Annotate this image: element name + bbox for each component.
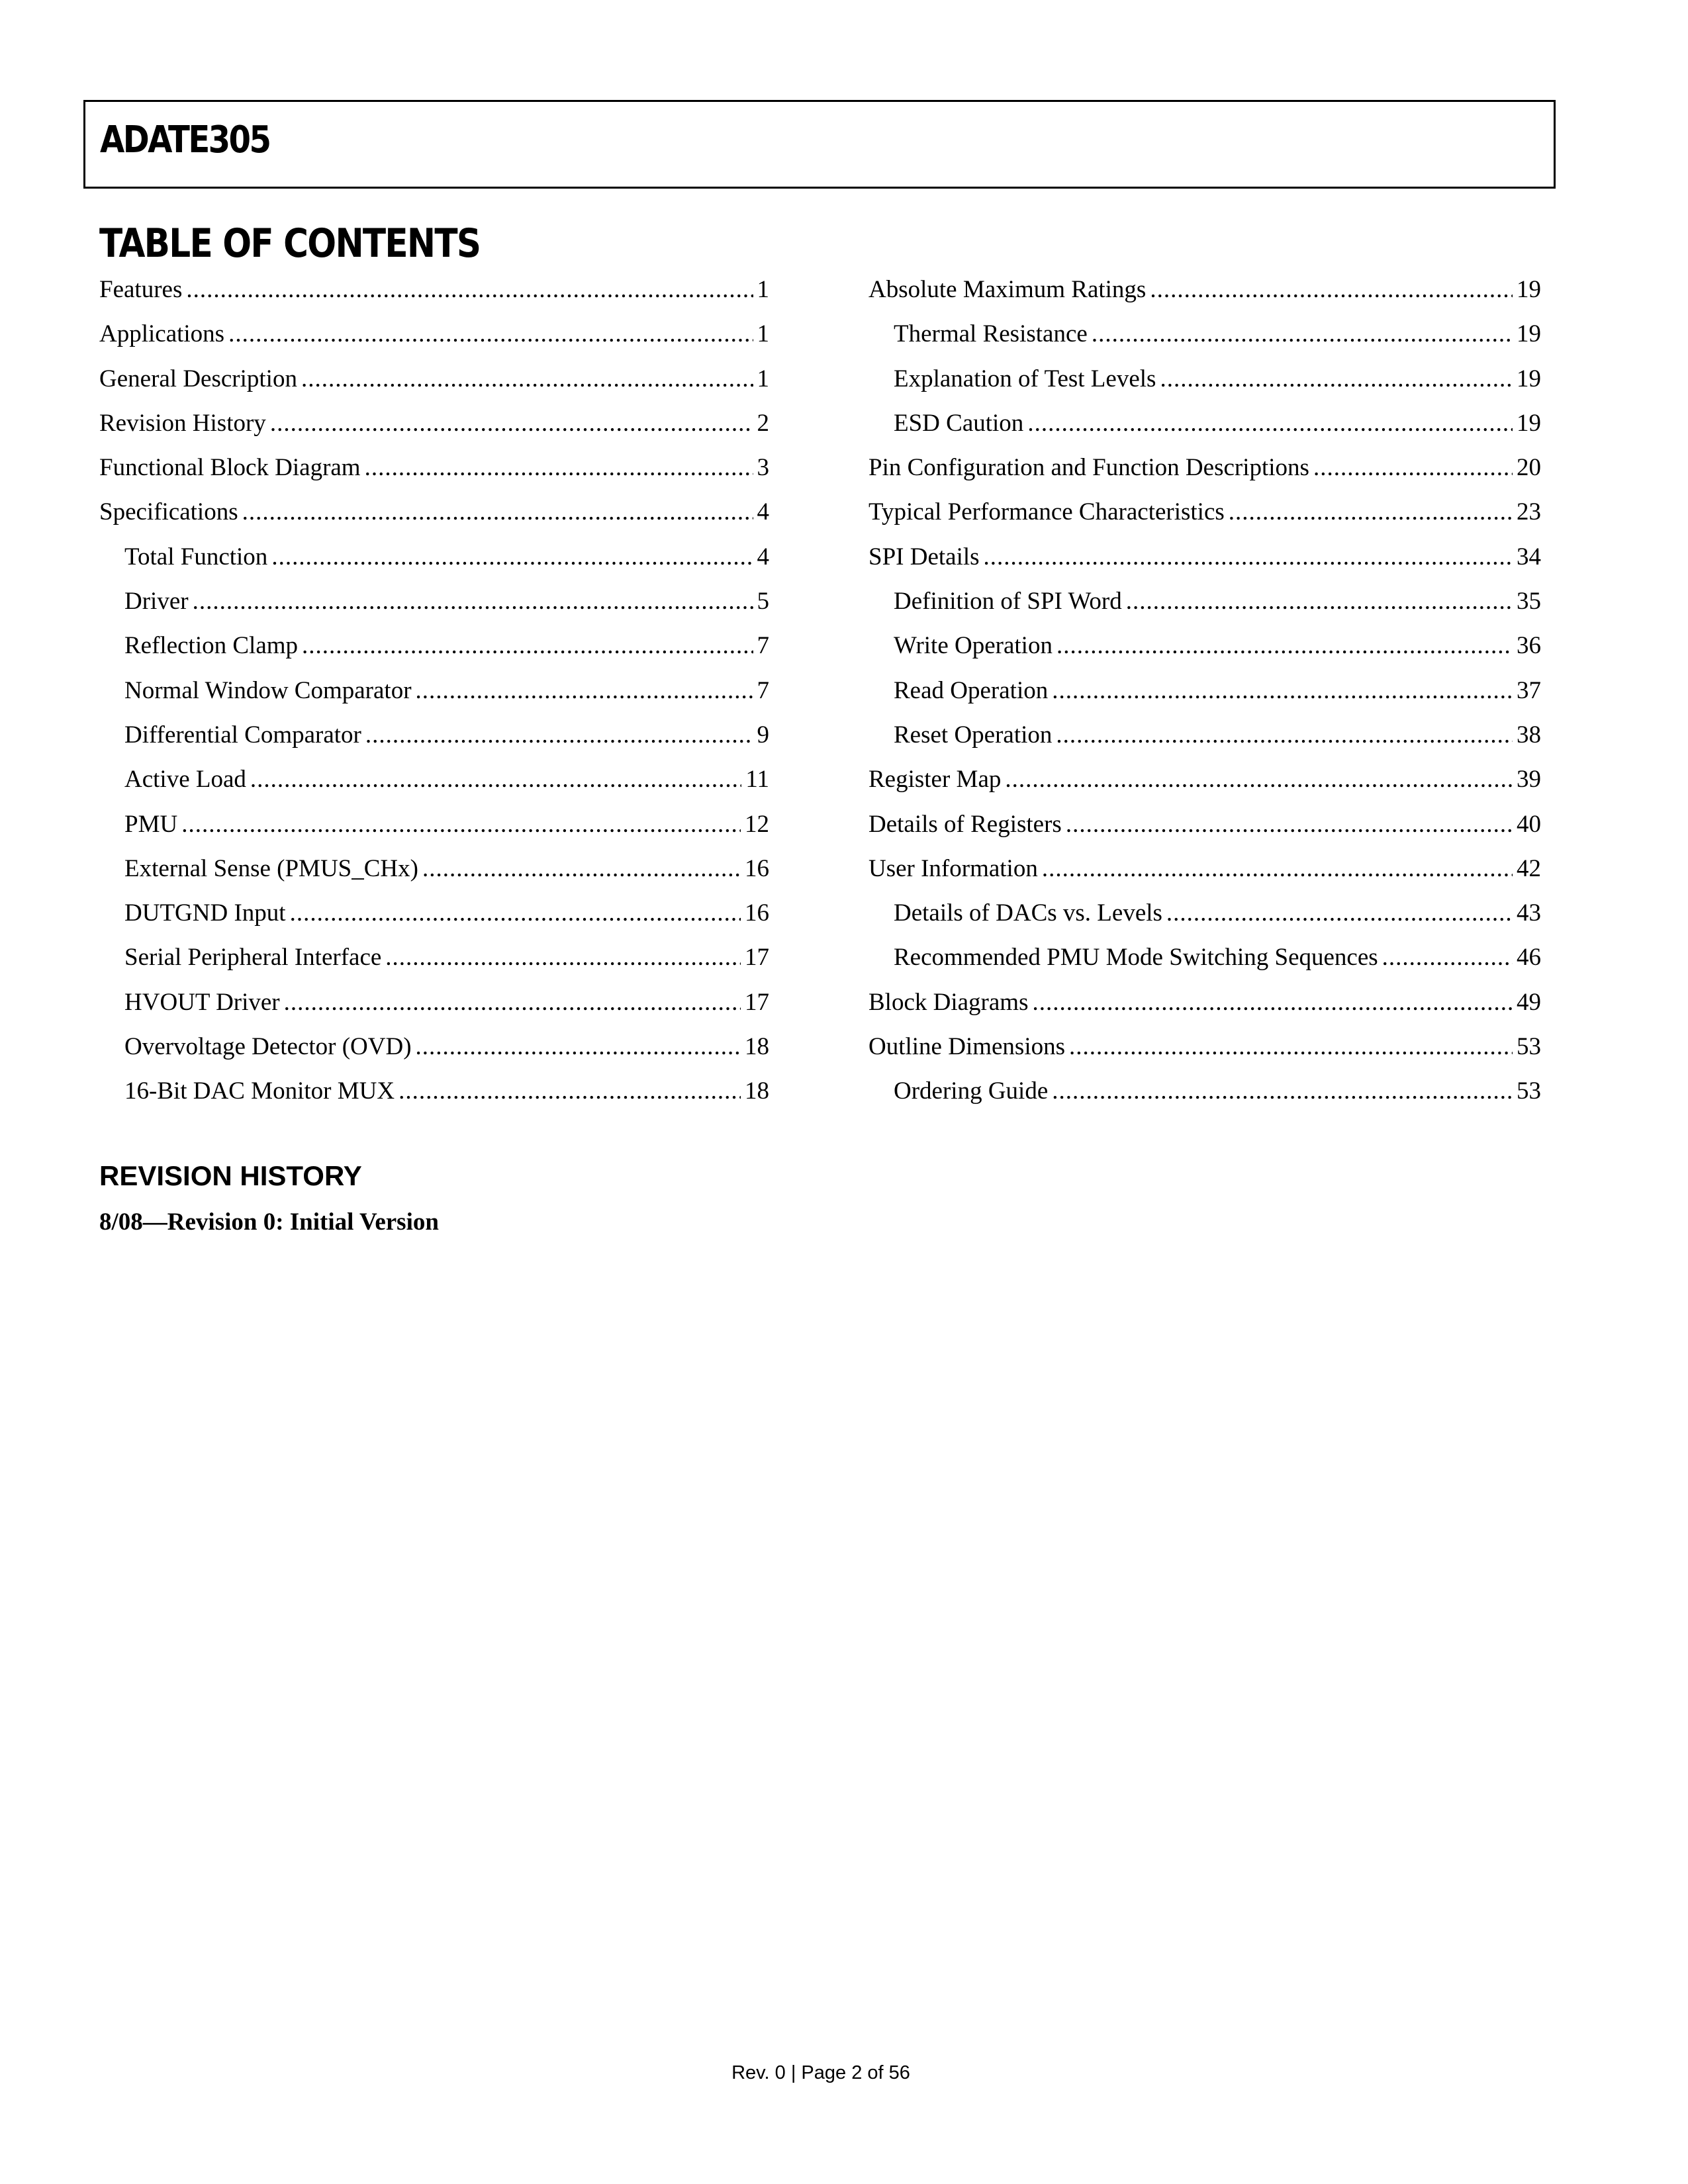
toc-dot-leader	[301, 361, 753, 398]
header-box	[83, 100, 1556, 189]
toc-dot-leader	[416, 672, 753, 709]
toc-entry-page: 43	[1517, 899, 1541, 927]
toc-entry-label: Block Diagrams	[868, 988, 1029, 1016]
toc-dot-leader	[271, 539, 753, 576]
toc-entry-read-operation[interactable]	[868, 672, 1541, 717]
toc-entry-differential-comparator[interactable]	[99, 717, 769, 761]
toc-dot-leader	[422, 850, 741, 887]
toc-entry-explanation-of-test-levels[interactable]	[868, 361, 1541, 405]
toc-entry-label: ESD Caution	[894, 409, 1024, 437]
toc-entry-details-of-dacs-vs-levels[interactable]	[868, 895, 1541, 939]
toc-entry-label: PMU	[124, 810, 178, 838]
toc-entry-label: External Sense (PMUS_CHx)	[124, 854, 418, 882]
toc-entry-label: Reflection Clamp	[124, 632, 299, 660]
toc-entry-label: Revision History	[99, 409, 266, 437]
toc-entry-user-information[interactable]	[868, 850, 1541, 895]
toc-dot-leader	[228, 316, 753, 353]
toc-entry-label: SPI Details	[868, 543, 980, 570]
toc-entry-label: Typical Performance Characteristics	[868, 498, 1225, 526]
toc-entry-label: Driver	[124, 588, 189, 615]
toc-dot-leader	[1166, 895, 1513, 932]
toc-dot-leader	[1052, 1073, 1513, 1110]
toc-dot-leader	[1005, 761, 1513, 798]
toc-dot-leader	[984, 539, 1513, 576]
toc-entry-normal-window-comparator[interactable]	[99, 672, 769, 717]
toc-dot-leader	[181, 806, 741, 843]
toc-entry-label: Features	[99, 276, 183, 303]
toc-entry-page: 18	[745, 1077, 769, 1105]
toc-entry-page: 4	[757, 498, 769, 526]
toc-entry-label: Pin Configuration and Function Descriptions	[868, 454, 1309, 482]
toc-entry-reset-operation[interactable]	[868, 717, 1541, 761]
toc-dot-leader	[399, 1073, 741, 1110]
toc-dot-leader	[270, 405, 753, 442]
toc-entry-label: Serial Peripheral Interface	[124, 944, 382, 972]
toc-entry-label: Overvoltage Detector (OVD)	[124, 1033, 412, 1061]
toc-entry-label: Explanation of Test Levels	[894, 365, 1156, 392]
toc-entry-label: 16-Bit DAC Monitor MUX	[124, 1077, 395, 1105]
toc-entry-page: 7	[757, 676, 769, 704]
toc-dot-leader	[1313, 449, 1513, 486]
toc-title: TABLE OF CONTENTS	[99, 220, 481, 267]
toc-dot-leader	[250, 761, 741, 798]
toc-entry-external-sense-pmus-chx[interactable]	[99, 850, 769, 895]
toc-entry-label: User Information	[868, 854, 1038, 882]
page-footer: Rev. 0 | Page 2 of 56	[731, 2062, 910, 2083]
toc-entry-page: 39	[1517, 766, 1541, 794]
toc-entry-thermal-resistance[interactable]	[868, 316, 1541, 360]
toc-dot-leader	[365, 717, 753, 754]
toc-entry-register-map[interactable]	[868, 761, 1541, 805]
toc-dot-leader	[1150, 271, 1513, 308]
toc-entry-label: Details of DACs vs. Levels	[894, 899, 1162, 927]
toc-entry-label: Normal Window Comparator	[124, 676, 412, 704]
toc-entry-label: Definition of SPI Word	[894, 588, 1122, 615]
toc-entry-page: 16	[745, 854, 769, 882]
toc-entry-page: 12	[745, 810, 769, 838]
toc-entry-label: Reset Operation	[894, 721, 1053, 749]
toc-entry-page: 1	[757, 365, 769, 392]
toc-entry-recommended-pmu-mode-switching-sequences[interactable]	[868, 939, 1541, 983]
toc-dot-leader	[193, 583, 753, 620]
toc-dot-leader	[1027, 405, 1513, 442]
toc-dot-leader	[284, 984, 741, 1021]
toc-entry-overvoltage-detector-ovd[interactable]	[99, 1028, 769, 1073]
toc-entry-page: 9	[757, 721, 769, 749]
toc-entry-label: Specifications	[99, 498, 238, 526]
toc-dot-leader	[1126, 583, 1513, 620]
toc-dot-leader	[365, 449, 753, 486]
toc-entry-page: 18	[745, 1033, 769, 1061]
toc-entry-label: Write Operation	[894, 632, 1053, 660]
toc-entry-page: 35	[1517, 588, 1541, 615]
toc-entry-label: Read Operation	[894, 676, 1049, 704]
toc-entry-label: Functional Block Diagram	[99, 454, 361, 482]
toc-entry-details-of-registers[interactable]	[868, 806, 1541, 850]
toc-entry-write-operation[interactable]	[868, 627, 1541, 672]
toc-entry-page: 19	[1517, 365, 1541, 392]
toc-right-column	[868, 271, 1541, 1118]
toc-dot-leader	[242, 494, 753, 531]
toc-entry-general-description[interactable]	[99, 361, 769, 405]
toc-entry-page: 38	[1517, 721, 1541, 749]
toc-entry-label: DUTGND Input	[124, 899, 286, 927]
toc-dot-leader	[1069, 1028, 1513, 1066]
toc-dot-leader	[1056, 627, 1513, 664]
toc-entry-label: Total Function	[124, 543, 268, 570]
toc-entry-serial-peripheral-interface[interactable]	[99, 939, 769, 983]
toc-entry-dutgnd-input[interactable]	[99, 895, 769, 939]
toc-entry-label: Thermal Resistance	[894, 320, 1088, 348]
toc-entry-ordering-guide[interactable]	[868, 1073, 1541, 1117]
toc-entry-page: 40	[1517, 810, 1541, 838]
toc-entry-page: 17	[745, 988, 769, 1016]
toc-entry-absolute-maximum-ratings[interactable]	[868, 271, 1541, 316]
toc-entry-esd-caution[interactable]	[868, 405, 1541, 449]
toc-entry-definition-of-spi-word[interactable]	[868, 583, 1541, 627]
part-number-title: ADATE305	[100, 118, 270, 161]
toc-entry-label: Details of Registers	[868, 810, 1062, 838]
toc-entry-label: Outline Dimensions	[868, 1033, 1066, 1061]
toc-entry-pmu[interactable]	[99, 806, 769, 850]
toc-dot-leader	[385, 939, 741, 976]
toc-entry-page: 7	[757, 632, 769, 660]
revision-history-heading: REVISION HISTORY	[99, 1160, 362, 1191]
toc-entry-label: Differential Comparator	[124, 721, 361, 749]
toc-entry-typical-performance-characteristics[interactable]	[868, 494, 1541, 538]
toc-entry-outline-dimensions[interactable]	[868, 1028, 1541, 1073]
toc-entry-label: General Description	[99, 365, 297, 392]
toc-entry-page: 11	[745, 766, 769, 794]
toc-left-column	[99, 271, 769, 1118]
toc-entry-page: 42	[1517, 854, 1541, 882]
toc-entry-page: 2	[757, 409, 769, 437]
toc-entry-page: 34	[1517, 543, 1541, 570]
toc-dot-leader	[1092, 316, 1513, 353]
toc-entry-page: 4	[757, 543, 769, 570]
toc-entry-page: 49	[1517, 988, 1541, 1016]
toc-entry-revision-history[interactable]	[99, 405, 769, 449]
toc-entry-page: 46	[1517, 944, 1541, 972]
toc-dot-leader	[1042, 850, 1513, 887]
toc-dot-leader	[186, 271, 753, 308]
toc-dot-leader	[1066, 806, 1513, 843]
toc-entry-page: 53	[1517, 1033, 1541, 1061]
toc-entry-page: 19	[1517, 320, 1541, 348]
toc-entry-page: 53	[1517, 1077, 1541, 1105]
toc-entry-16-bit-dac-monitor-mux[interactable]	[99, 1073, 769, 1117]
toc-entry-page: 17	[745, 944, 769, 972]
toc-entry-applications[interactable]	[99, 316, 769, 360]
toc-entry-page: 37	[1517, 676, 1541, 704]
toc-entry-active-load[interactable]	[99, 761, 769, 805]
toc-entry-page: 1	[757, 276, 769, 303]
toc-entry-pin-configuration-and-function-descriptions[interactable]	[868, 449, 1541, 494]
toc-entry-page: 3	[757, 454, 769, 482]
toc-entry-page: 20	[1517, 454, 1541, 482]
toc-entry-label: HVOUT Driver	[124, 988, 280, 1016]
toc-dot-leader	[302, 627, 753, 664]
toc-dot-leader	[1382, 939, 1513, 976]
toc-entry-spi-details[interactable]	[868, 539, 1541, 583]
toc-dot-leader	[1229, 494, 1513, 531]
toc-entry-label: Register Map	[868, 766, 1002, 794]
toc-entry-specifications[interactable]	[99, 494, 769, 538]
toc-entry-page: 16	[745, 899, 769, 927]
toc-entry-page: 19	[1517, 276, 1541, 303]
toc-dot-leader	[1052, 672, 1513, 709]
toc-entry-label: Recommended PMU Mode Switching Sequences	[894, 944, 1378, 972]
revision-entry: 8/08—Revision 0: Initial Version	[99, 1208, 439, 1236]
toc-entry-functional-block-diagram[interactable]	[99, 449, 769, 494]
toc-entry-page: 19	[1517, 409, 1541, 437]
toc-dot-leader	[290, 895, 741, 932]
toc-entry-reflection-clamp[interactable]	[99, 627, 769, 672]
toc-entry-block-diagrams[interactable]	[868, 984, 1541, 1028]
toc-dot-leader	[1032, 984, 1513, 1021]
toc-entry-driver[interactable]	[99, 583, 769, 627]
toc-entry-page: 23	[1517, 498, 1541, 526]
toc-dot-leader	[1056, 717, 1513, 754]
toc-entry-label: Ordering Guide	[894, 1077, 1049, 1105]
toc-entry-page: 1	[757, 320, 769, 348]
toc-entry-features[interactable]	[99, 271, 769, 316]
toc-dot-leader	[1160, 361, 1513, 398]
toc-entry-label: Absolute Maximum Ratings	[868, 276, 1147, 303]
toc-entry-page: 36	[1517, 632, 1541, 660]
toc-dot-leader	[416, 1028, 741, 1066]
toc-entry-page: 5	[757, 588, 769, 615]
toc-entry-label: Active Load	[124, 766, 246, 794]
toc-entry-hvout-driver[interactable]	[99, 984, 769, 1028]
toc-entry-total-function[interactable]	[99, 539, 769, 583]
toc-entry-label: Applications	[99, 320, 225, 348]
